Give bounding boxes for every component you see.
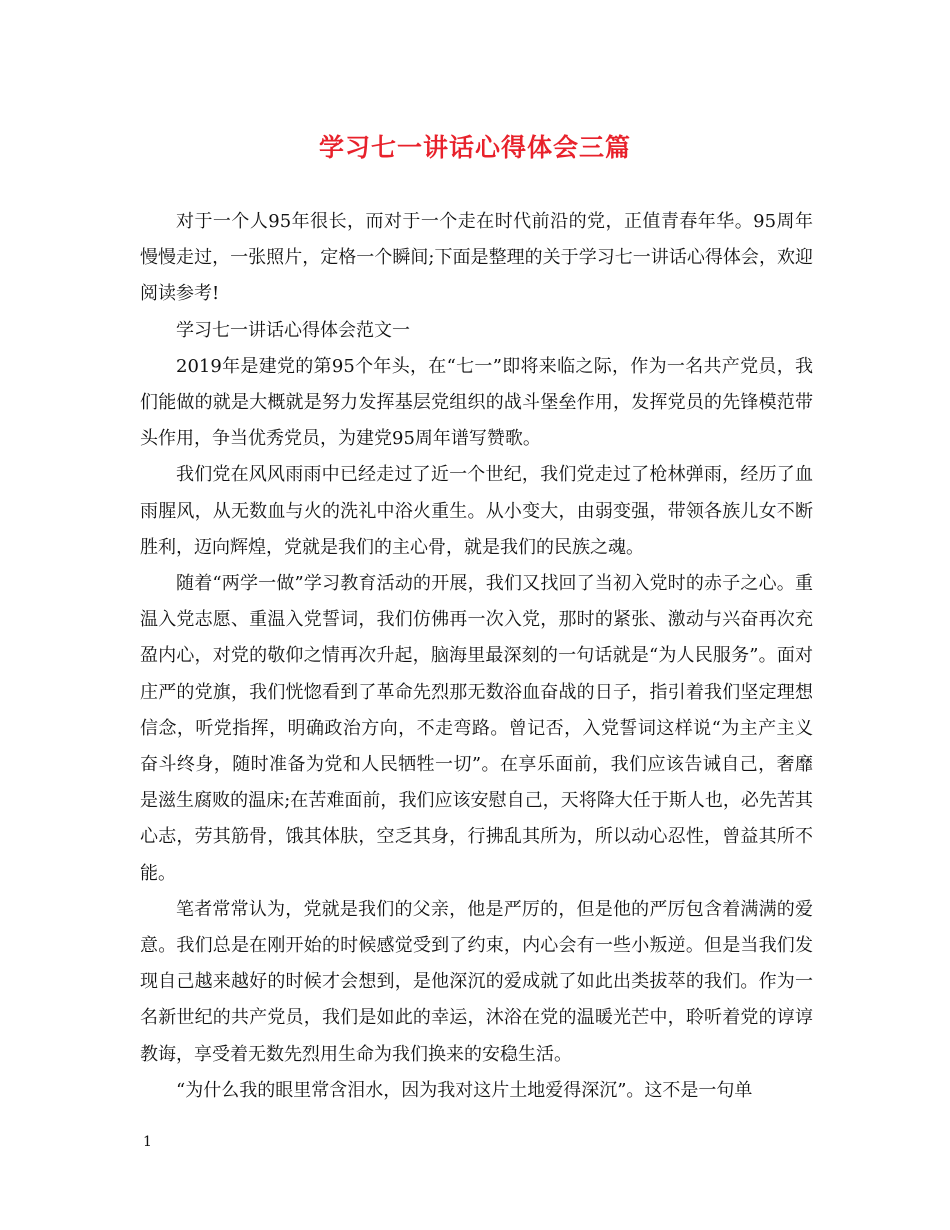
document-body — [140, 204, 813, 1109]
section-heading: 学习七一讲话心得体会范文一 — [176, 319, 410, 341]
paragraph: 笔者常常认为，党就是我们的父亲，他是严厉的，但是他的严厉包含着满满的爱意。我们总是在刚开始的时候感觉受到了约束，内心会有一些小叛逆。但是当我们发现自己越来越好的时候才会想到，是他深沉的爱成就了如此出类拔萃的我们。作为一名新世纪的共产党员，我们是如此的幸运，沐浴在党的温暖光芒中，聆听着党的谆谆教诲，享受着无数先烈用生命为我们换来的安稳生活。 — [140, 898, 813, 1065]
paragraph-intro: 对于一个人95年很长，而对于一个走在时代前沿的党，正值青春年华。95周年慢慢走过，一张照片，定格一个瞬间;下面是整理的关于学习七一讲话心得体会，欢迎阅读参考! — [140, 211, 813, 305]
paragraph: 2019年是建党的第95个年头，在“七一”即将来临之际，作为一名共产党员，我们能做的就是大概就是努力发挥基层党组织的战斗堡垒作用，发挥党员的先锋模范带头作用，争当优秀党员，为建党95周年谱写赞歌。 — [140, 355, 813, 450]
page-number: 1 — [143, 1134, 152, 1150]
paragraph: 随着“两学一做”学习教育活动的开展，我们又找回了当初入党时的赤子之心。重温入党志愿、重温入党誓词，我们仿佛再一次入党，那时的紧张、激动与兴奋再次充盈内心，对党的敬仰之情再次升起，脑海里最深刻的一句话就是“为人民服务”。面对庄严的党旗，我们恍惚看到了革命先烈那无数浴血奋战的日子，指引着我们坚定理想信念，听党指挥，明确政治方向，不走弯路。曾记否，入党誓词这样说“为主产主义奋斗终身，随时准备为党和人民牺牲一切”。在享乐面前，我们应该告诫自己，奢靡是滋生腐败的温床;在苦难面前，我们应该安慰自己，天将降大任于斯人也，必先苦其心志，劳其筋骨，饿其体肤，空乏其身，行拂乱其所为，所以动心忍性，曾益其所不能。 — [140, 573, 813, 884]
paragraph: “为什么我的眼里常含泪水，因为我对这片土地爱得深沉”。这不是一句单 — [176, 1079, 753, 1101]
paragraph: 我们党在风风雨雨中已经走过了近一个世纪，我们党走过了枪林弹雨，经历了血雨腥风，从无数血与火的洗礼中浴火重生。从小变大，由弱变强，带领各族儿女不断胜利，迈向辉煌，党就是我们的主心骨，就是我们的民族之魂。 — [140, 464, 813, 558]
document-title: 学习七一讲话心得体会三篇 — [318, 133, 631, 162]
